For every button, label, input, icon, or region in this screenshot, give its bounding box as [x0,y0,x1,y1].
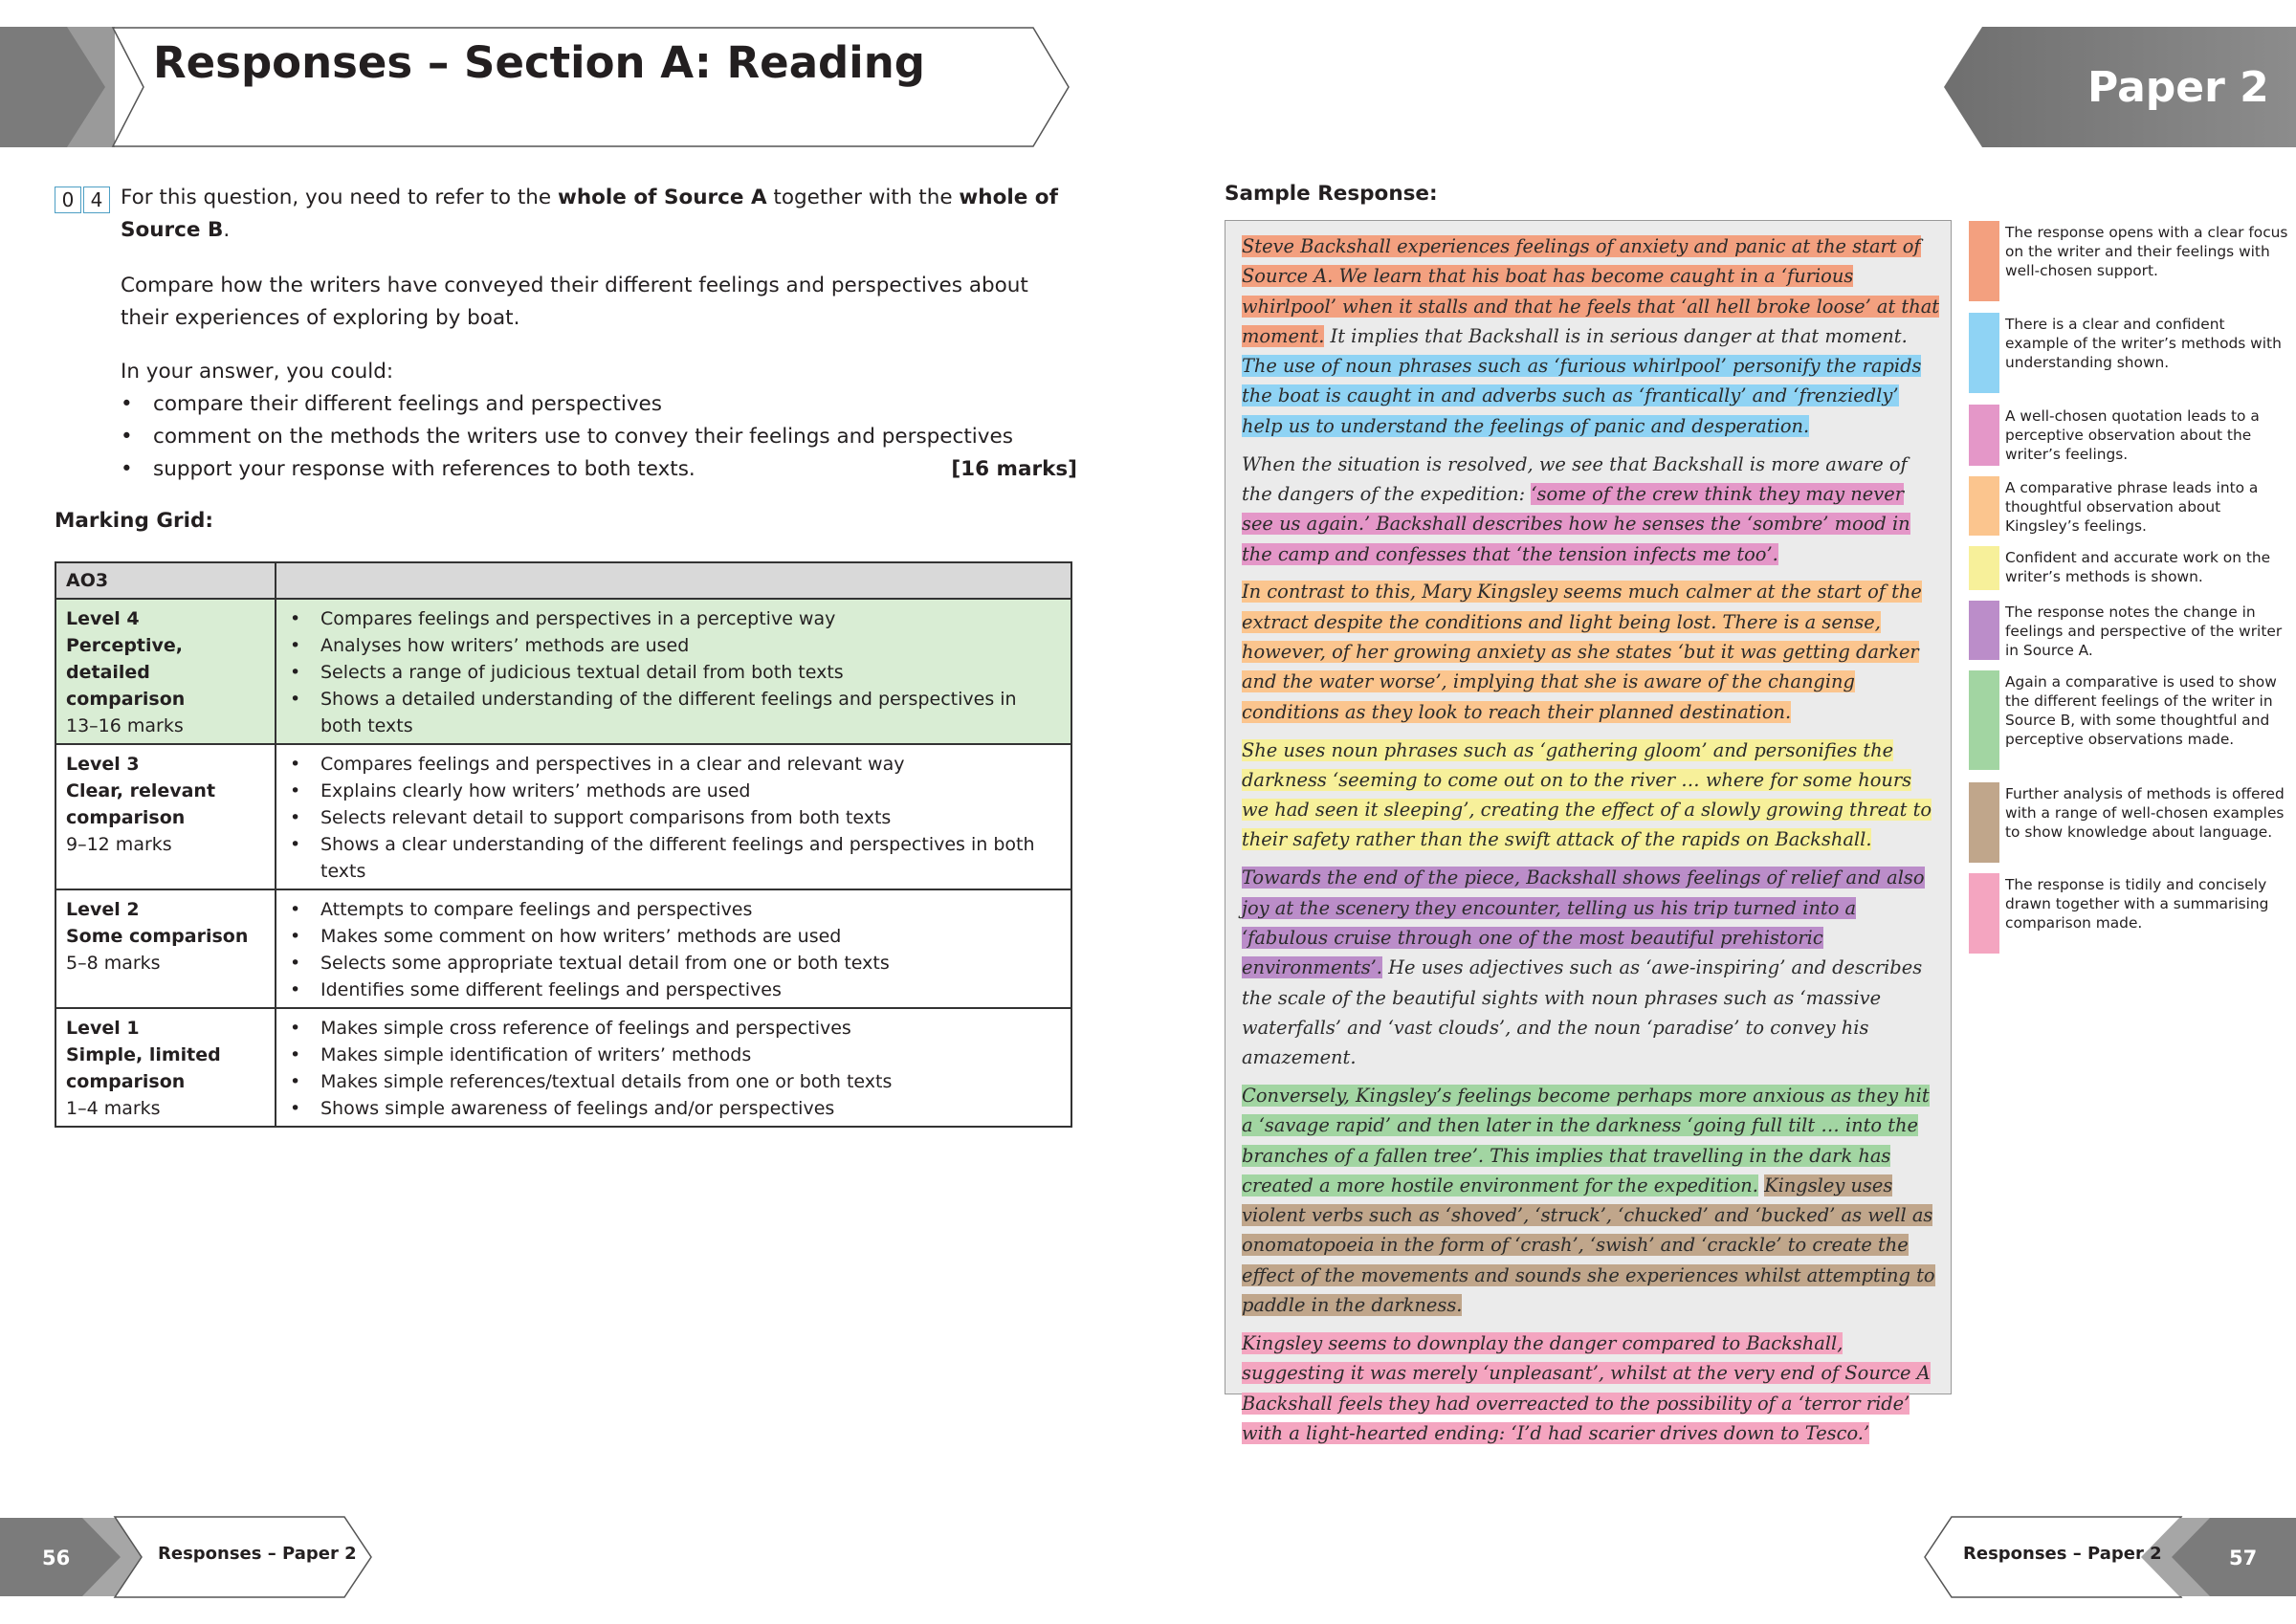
annotation-swatch [1969,221,1999,301]
question-digit: 0 [55,187,81,213]
bullet-item: • comment on the methods the writers use to convey their feelings and perspectives [121,421,1077,453]
highlight-blue: The use of noun phrases such as ‘furious whirlpool’ personify the rapids the boat is caught in and adverbs such as ‘frantically’ and ‘frenziedly’ help us to understand the feelings of panic and desperation. [1242,355,1922,437]
annotation-swatch [1969,546,1999,590]
level-cell: Level 2 Some comparison 5–8 marks [55,889,276,1008]
marking-grid-table [55,561,1072,1128]
paper-label: Paper 2 [2087,63,2269,112]
response-paragraph [1242,1328,1940,1448]
table-row [55,744,1071,889]
annotation-swatch [1969,476,1999,536]
highlight-orange: Steve Backshall experiences feelings of anxiety and panic at the start of Source A. We learn that his boat has become caught in a ‘furious whirlpool’ when it stalls and that he feels that ‘all hell broke loose’ at that moment. [1242,235,1940,347]
level-cell: Level 3 Clear, relevant comparison 9–12 marks [55,744,276,889]
list-item: • Attempts to compare feelings and perspectives [286,896,1061,923]
annotation-swatch [1969,782,1999,863]
table-row [55,1008,1071,1127]
criteria-cell [276,1008,1071,1127]
level-cell: Level 1 Simple, limited comparison 1–4 marks [55,1008,276,1127]
annotation-item: Further analysis of methods is offered with a range of well-chosen examples to show knowledge about language. [1969,782,2296,867]
instruction-text: For this question, you need to refer to the [121,186,558,209]
list-item: • Analyses how writers’ methods are used [286,632,1061,659]
source-b-ref: Source B [121,218,224,242]
annotation-swatch [1969,601,1999,660]
annotation-swatch [1969,670,1999,770]
highlight-brown: Kingsley uses violent verbs such as ‘shoved’, ‘struck’, ‘chucked’ and ‘bucked’ as well as onomatopoeia in the form of ‘crash’, ‘swish’ and ‘crackle’ to create the effect of the movements and sounds she experiences whilst attempting to paddle in the darkness. [1242,1174,1935,1317]
question-bullets [121,388,1077,486]
annotation-item: Confident and accurate work on the writer’s methods is shown. [1969,546,2296,594]
annotation-item: The response opens with a clear focus on the writer and their feelings with well-chosen support. [1969,221,2296,307]
marking-grid-heading: Marking Grid: [55,509,213,533]
annotation-item: There is a clear and confident example of the writer’s methods with understanding shown. [1969,313,2296,399]
table-row [55,599,1071,744]
marks-label: [16 marks] [951,457,1077,481]
highlight-peach: In contrast to this, Mary Kingsley seems much calmer at the start of the extract despite the conditions and light being lost. There is a sense, however, of her growing anxiety as she states ‘but it was getting darker and the water worse’, implying that she is aware of the changing conditions as they look to reach their planned destination. [1242,581,1922,723]
list-item: • Makes simple references/textual details from one or both texts [286,1068,1061,1095]
question-number [55,187,112,213]
source-a-ref: whole of Source A [557,186,767,209]
question-intro: In your answer, you could: [121,360,394,384]
page-title: Responses – Section A: Reading [153,37,925,88]
annotation-item: The response notes the change in feelings and perspective of the writer in Source A. [1969,601,2296,664]
footer-label: Responses – Paper 2 [158,1544,357,1564]
list-item: • Makes some comment on how writers’ methods are used [286,923,1061,950]
highlight-yellow: She uses noun phrases such as ‘gathering gloom’ and personifies the darkness ‘seeming to come out on to the river … where for some hours we had seen it sleeping’, creating the effect of a slowly growing threat to their safety rather than the swift attack of the rapids on Backshall. [1242,738,1932,851]
instruction-text: together with the [766,186,960,209]
bullet-item: • support your response with references to both texts. [16 marks] [121,453,1077,486]
footer-label: Responses – Paper 2 [1963,1544,2162,1564]
annotation-item: A comparative phrase leads into a thoughtful observation about Kingsley’s feelings. [1969,476,2296,539]
question-prompt: Compare how the writers have conveyed their different feelings and perspectives about their experiences of exploring by boat. [121,274,1028,330]
sample-response-heading: Sample Response: [1225,182,1438,206]
highlight-pink: ‘some of the crew think they may never see us again.’ Backshall describes how he senses the ‘sombre’ mood in the camp and confesses that ‘the tension infects me too’. [1242,482,1910,565]
annotation-item: Again a comparative is used to show the different feelings of the writer in Source B, with some thoughtful and perceptive observations made. [1969,670,2296,774]
response-paragraph: Steve Backshall experiences feelings of anxiety and panic at the start of Source A. We learn that his boat has become caught in a ‘furious whirlpool’ when it stalls and that he feels that ‘all hell broke loose’ at that moment. It implies that Backshall is in serious danger at that moment. The use of noun phrases such as ‘furious whirlpool’ personify the rapids the boat is caught in and adverbs such as ‘frantically’ and ‘frenziedly’ help us to understand the feelings of panic and desperation. [1242,235,1940,437]
criteria-cell [276,599,1071,744]
annotation-swatch [1969,313,1999,393]
bullet-item: • compare their different feelings and perspectives [121,388,1077,421]
question-digit: 4 [83,187,110,213]
annotation-swatch [1969,405,1999,466]
list-item: • Makes simple cross reference of feelings and perspectives [286,1015,1061,1042]
list-item: • Selects some appropriate textual detail from one or both texts [286,950,1061,977]
list-item: • Identifies some different feelings and perspectives [286,977,1061,1003]
source-b-ref: whole of [959,186,1058,209]
list-item: • Explains clearly how writers’ methods are used [286,778,1061,804]
response-paragraph [1242,735,1940,855]
grid-header-cell: AO3 [55,562,276,599]
annotation-item: The response is tidily and concisely drawn together with a summarising comparison made. [1969,873,2296,957]
level-cell: Level 4 Perceptive, detailed comparison 13–16 marks [55,599,276,744]
list-item: • Shows a clear understanding of the different feelings and perspectives in both texts [286,831,1061,885]
table-row [55,889,1071,1008]
annotation-item: A well-chosen quotation leads to a perceptive observation about the writer’s feelings. [1969,405,2296,472]
highlight-purple: Towards the end of the piece, Backshall shows feelings of relief and also joy at the scenery they encounter, telling us his trip turned into a ‘fabulous cruise through one of the most beautiful prehistoric environments’. [1242,867,1925,979]
list-item: • Makes simple identification of writers’ methods [286,1042,1061,1068]
list-item: • Shows simple awareness of feelings and/or perspectives [286,1095,1061,1122]
list-item: • Compares feelings and perspectives in a clear and relevant way [286,751,1061,778]
response-paragraph: Towards the end of the piece, Backshall shows feelings of relief and also joy at the scenery they encounter, telling us his trip turned into a ‘fabulous cruise through one of the most beautiful prehistoric environments’. He uses adjectives such as ‘awe-inspiring’ and describes the scale of the beautiful sights with noun phrases such as ‘massive waterfalls’ and ‘vast clouds’, and the noun ‘paradise’ to convey his amazement. [1242,867,1925,1069]
response-paragraph: When the situation is resolved, we see that Backshall is more aware of the dangers of the expedition: ‘some of the crew think they may never see us again.’ Backshall describes how he senses the ‘sombre’ mood in the camp and confesses that ‘the tension infects me too’. [1242,452,1910,565]
list-item: • Selects relevant detail to support comparisons from both texts [286,804,1061,831]
page-number: 57 [2229,1547,2258,1569]
instruction-text: . [223,218,231,242]
criteria-cell [276,744,1071,889]
criteria-cell [276,889,1071,1008]
response-paragraph [1242,577,1940,726]
sample-response-text [1242,231,1940,1457]
annotation-swatch [1969,873,1999,954]
question-instruction [121,182,1077,247]
page-number: 56 [42,1547,71,1569]
list-item: • Selects a range of judicious textual detail from both texts [286,659,1061,686]
list-item: • Shows a detailed understanding of the different feelings and perspectives in both texts [286,686,1061,739]
highlight-green: Conversely, Kingsley’s feelings become perhaps more anxious as they hit a ‘savage rapid’ and then later in the darkness ‘going full tilt … into the branches of a fallen tree’. This implies that travelling in the dark has created a more hostile environment for the expedition. [1242,1084,1930,1196]
highlight-rose: Kingsley seems to downplay the danger compared to Backshall, suggesting it was merely ‘unpleasant’, whilst at the very end of Source A Backshall feels they had overreacted to the possibility of a ‘terror ride’ with a light-hearted ending: ‘I’d had scarier drives down to Tesco.’ [1242,1331,1931,1444]
grid-header-cell [276,562,1071,599]
list-item: • Compares feelings and perspectives in a perceptive way [286,605,1061,632]
response-paragraph [1242,1081,1940,1320]
